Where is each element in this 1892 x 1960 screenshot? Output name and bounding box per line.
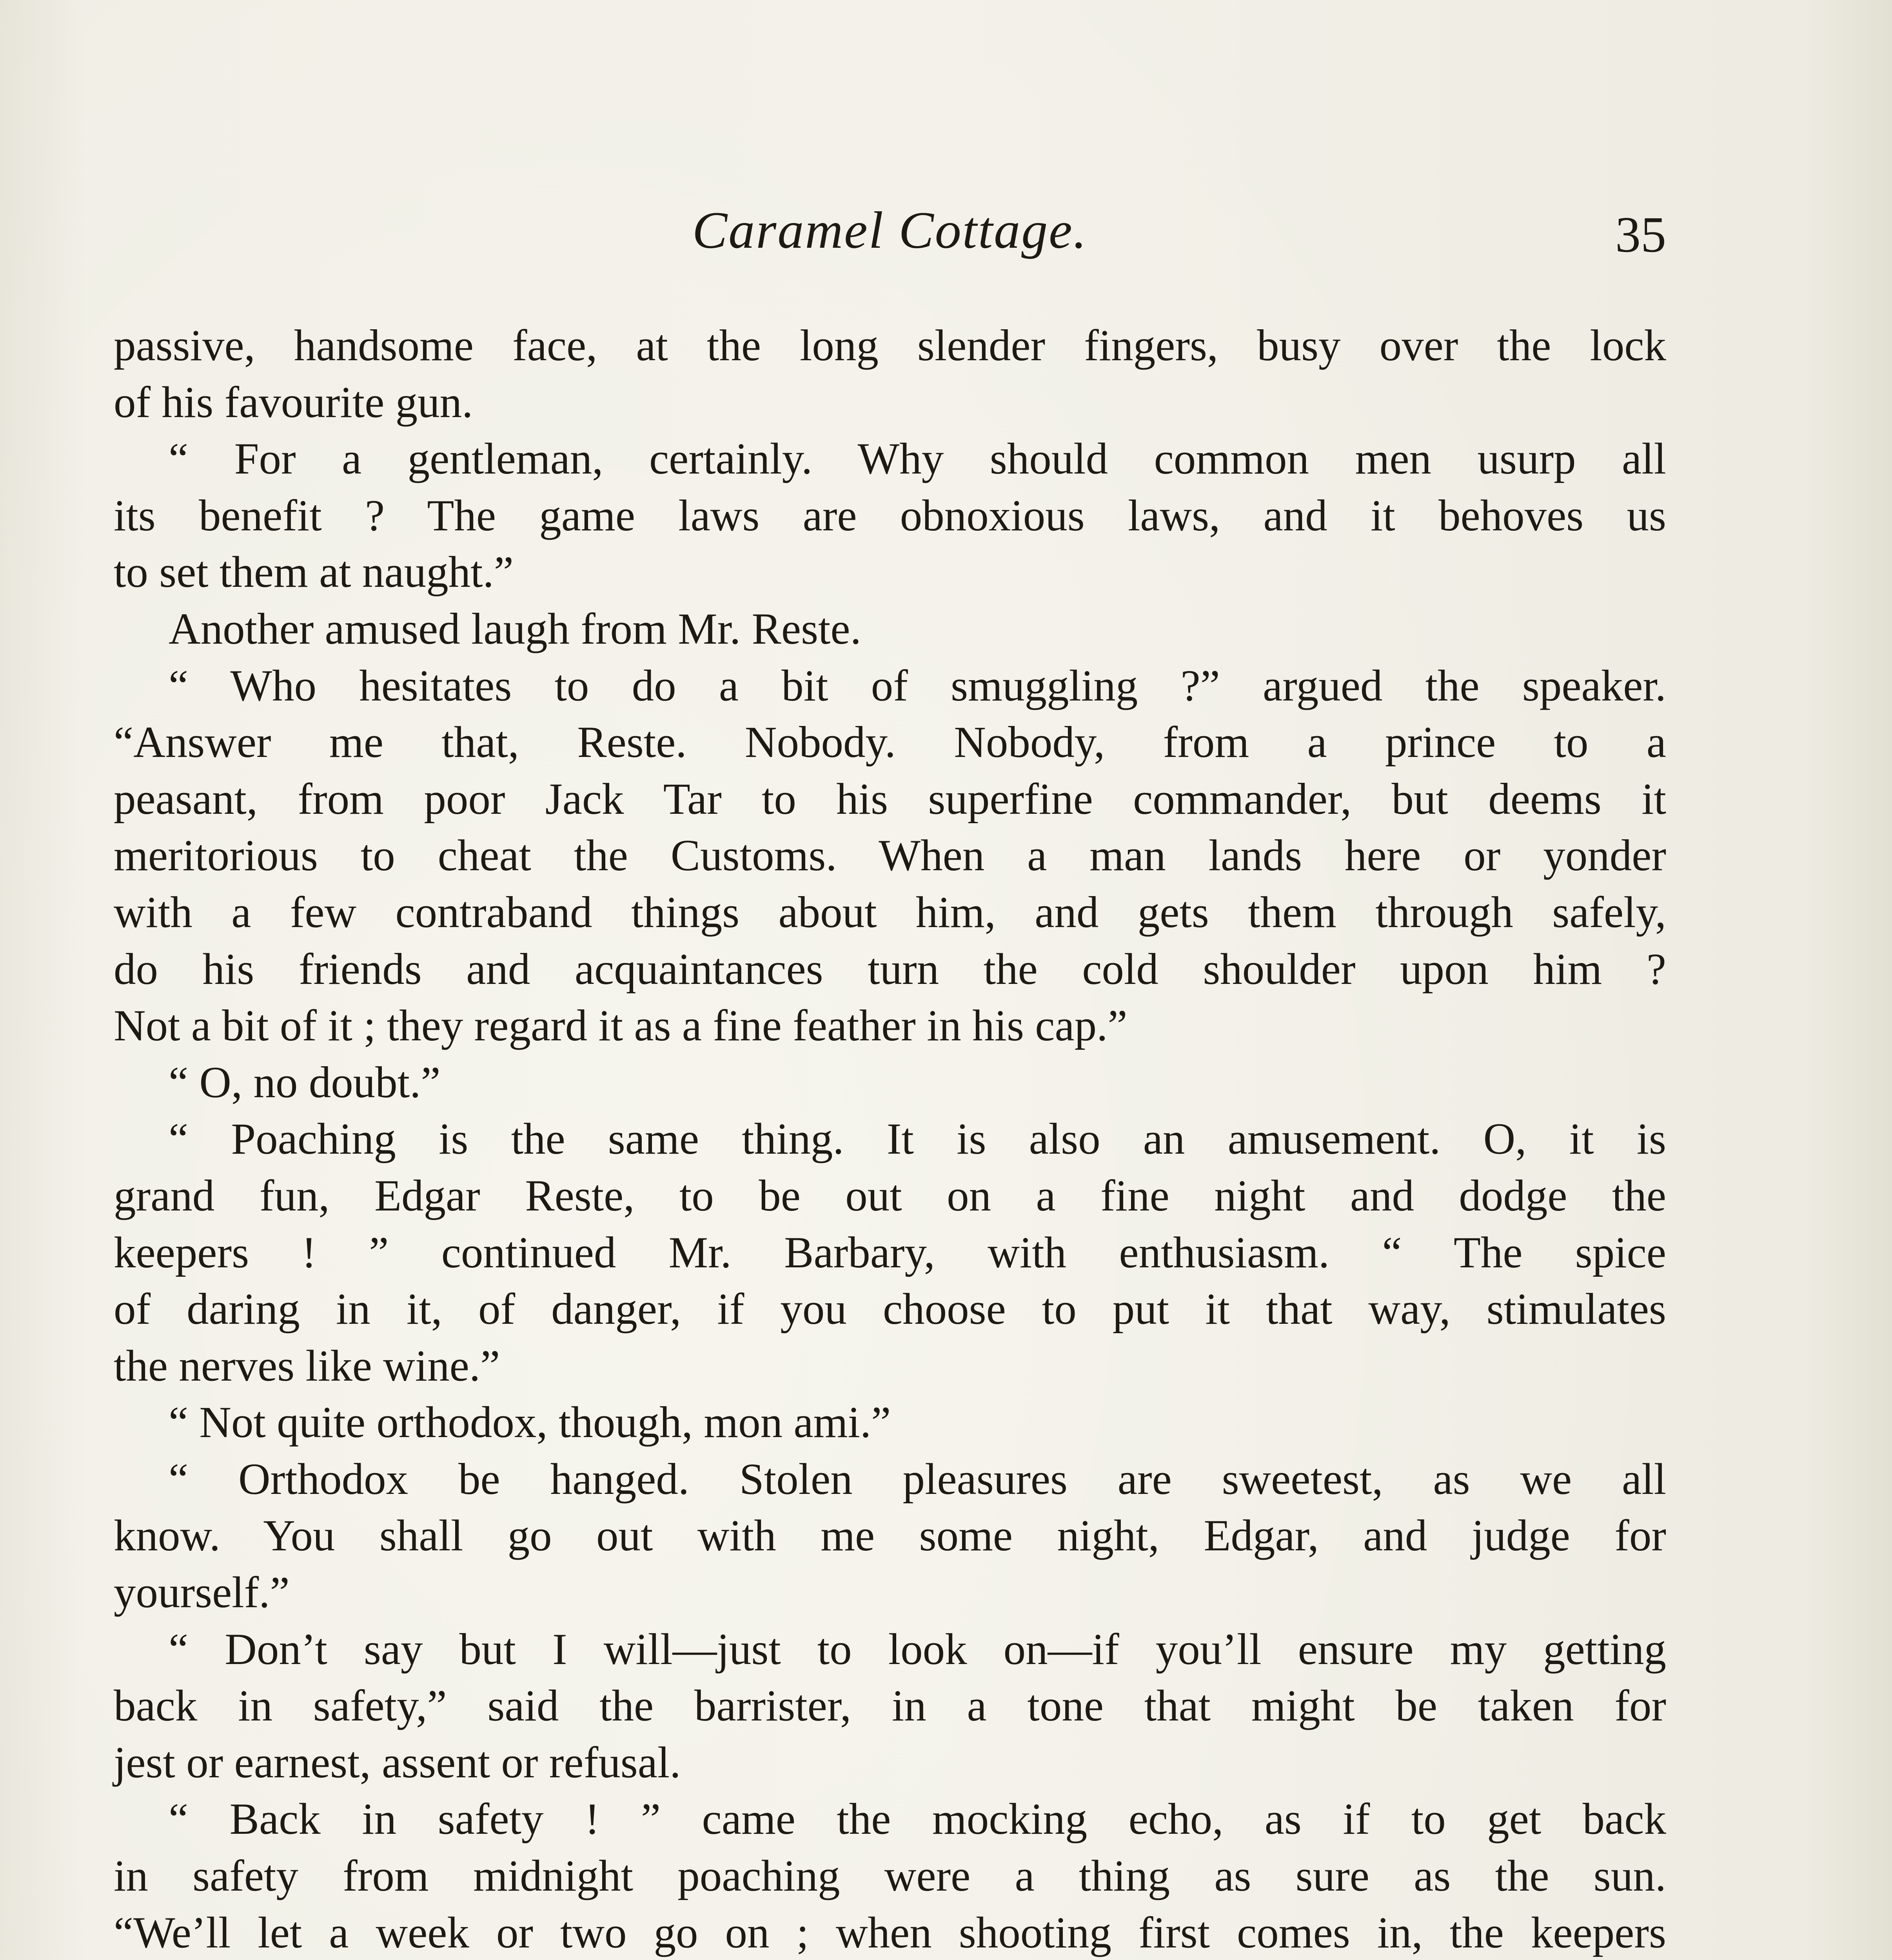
text-line: its benefit ? The game laws are obnoxious laws, and it behoves us: [114, 491, 1666, 540]
text-line: back in safety,” said the barrister, in a tone that might be taken for: [114, 1681, 1666, 1731]
text-line: yourself.”: [114, 1568, 290, 1617]
text-line: to set them at naught.”: [114, 548, 514, 597]
page-header: [114, 200, 1666, 278]
text-line: “ O, no doubt.”: [169, 1058, 441, 1107]
text-line: with a few contraband things about him, and gets them through safely,: [114, 887, 1666, 937]
text-line: “ Don’t say but I will—just to look on—if you’ll ensure my getting: [169, 1624, 1666, 1674]
text-line: peasant, from poor Jack Tar to his superfine commander, but deems it: [114, 774, 1666, 824]
text-line: passive, handsome face, at the long slender fingers, busy over the lock: [114, 321, 1666, 370]
text-line: “ Not quite orthodox, though, mon ami.”: [169, 1398, 891, 1447]
text-line: “ Orthodox be hanged. Stolen pleasures are sweetest, as we all: [169, 1454, 1666, 1504]
body-text: [114, 318, 1666, 1960]
text-line: “We’ll let a week or two go on ; when shooting first comes in, the keepers: [114, 1908, 1666, 1957]
text-line: Not a bit of it ; they regard it as a fine feather in his cap.”: [114, 1001, 1128, 1051]
page-number: 35: [1615, 207, 1666, 263]
running-title: Caramel Cottage.: [692, 201, 1088, 259]
text-line: meritorious to cheat the Customs. When a man lands here or yonder: [114, 831, 1666, 880]
text-line: keepers ! ” continued Mr. Barbary, with enthusiasm. “ The spice: [114, 1228, 1666, 1277]
text-line: jest or earnest, assent or refusal.: [114, 1738, 681, 1787]
text-line: know. You shall go out with me some night, Edgar, and judge for: [114, 1511, 1666, 1561]
text-line: of his favourite gun.: [114, 377, 473, 427]
text-line: of daring in it, of danger, if you choose to put it that way, stimulates: [114, 1285, 1666, 1334]
text-line: in safety from midnight poaching were a thing as sure as the sun.: [114, 1851, 1666, 1901]
text-line: “Answer me that, Reste. Nobody. Nobody, from a prince to a: [114, 718, 1666, 767]
text-line: Another amused laugh from Mr. Reste.: [169, 604, 861, 653]
text-line: “ Who hesitates to do a bit of smuggling ?” argued the speaker.: [169, 661, 1666, 710]
text-line: “ For a gentleman, certainly. Why should common men usurp all: [169, 434, 1666, 484]
text-line: the nerves like wine.”: [114, 1341, 500, 1390]
text-line: grand fun, Edgar Reste, to be out on a fine night and dodge the: [114, 1171, 1666, 1220]
text-line: “ Back in safety ! ” came the mocking echo, as if to get back: [169, 1795, 1666, 1844]
text-line: do his friends and acquaintances turn the cold shoulder upon him ?: [114, 944, 1666, 994]
text-line: “ Poaching is the same thing. It is also an amusement. O, it is: [169, 1114, 1666, 1164]
